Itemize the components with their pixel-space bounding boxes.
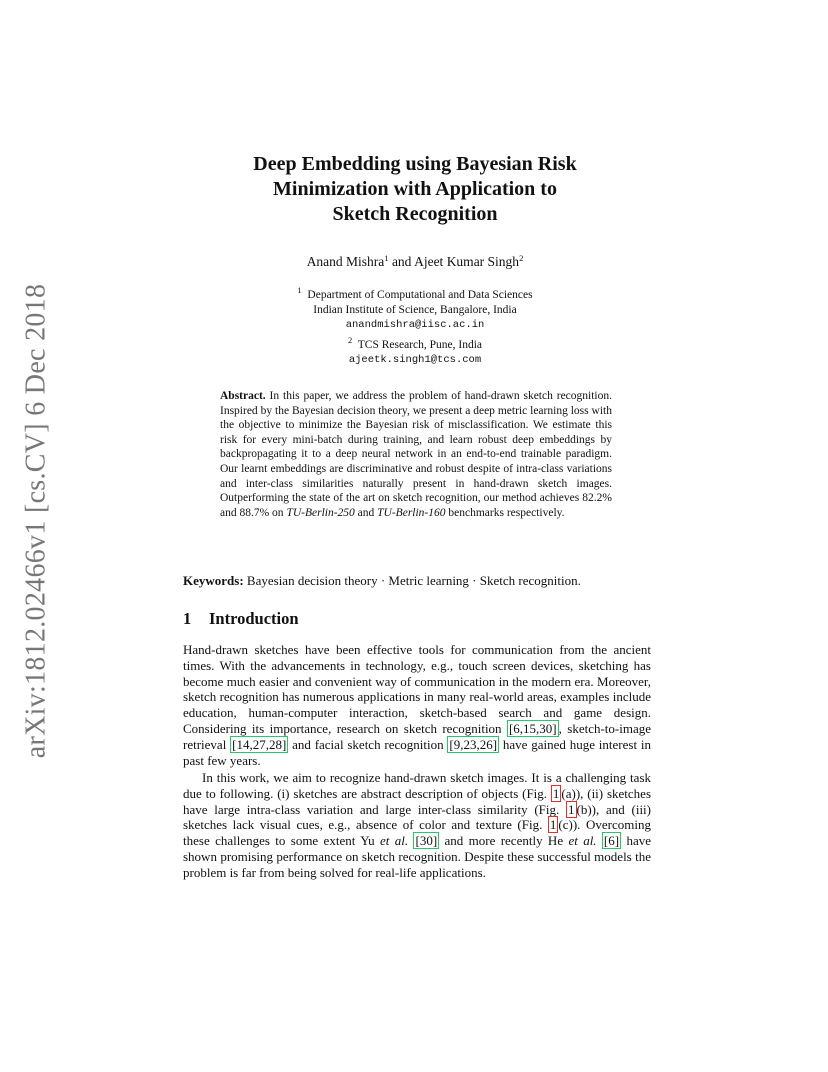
figure-ref-link[interactable]: 1	[549, 817, 557, 833]
arxiv-stamp	[12, 283, 60, 759]
paragraph-text: (a)), (ii) sketches have large intra-class variation and large inter-class similarity (Fig.	[183, 785, 652, 817]
affiliation-2	[180, 333, 650, 353]
author-email-link[interactable]: anandmishra@iisc.ac.in	[345, 319, 485, 331]
title-line: Sketch Recognition	[332, 203, 498, 225]
paragraph-text: In this work, we aim to recognize hand-drawn sketch images. It is a challenging task due to following. (i) sketches are abstract description of objects (Fig.	[183, 770, 651, 801]
keywords-label: Keywords:	[183, 573, 244, 588]
paragraph-text: (b)), and (iii) sketches lack visual cues, e.g., absence of color and texture (Fig.	[183, 801, 651, 833]
section-number: 1	[183, 609, 192, 628]
affiliation-1	[180, 283, 650, 303]
keywords-text: Bayesian decision theory · Metric learning · Sketch recognition.	[243, 573, 581, 588]
author-name: Ajeet Kumar Singh	[414, 254, 520, 269]
paragraph-text: (c)). Overcoming these challenges to some extent Yu	[183, 817, 651, 849]
paragraph	[183, 770, 651, 881]
et-al-text: et al.	[380, 833, 409, 849]
dataset-name: TU-Berlin-160	[377, 506, 446, 519]
paragraph-text: , sketch-to-image retrieval	[183, 720, 652, 752]
abstract	[220, 389, 612, 520]
affiliation-institute: Indian Institute of Science, Bangalore, India	[313, 304, 517, 316]
affiliation-marker: 2	[347, 335, 353, 345]
affiliation-marker: 1	[297, 285, 302, 295]
citation-link[interactable]: [30]	[415, 833, 438, 849]
author-conjunction: and	[391, 254, 412, 269]
paragraph	[183, 642, 651, 768]
title-line: Deep Embedding using Bayesian Risk	[253, 153, 577, 175]
citation-link[interactable]: [6,15,30]	[508, 720, 557, 736]
paragraph-text: have shown promising performance on sketch recognition. Despite these successful models the problem is far from being solved for real-life applications.	[183, 833, 651, 880]
affiliation-org: TCS Research, Pune, India	[357, 339, 483, 351]
affiliations	[180, 283, 650, 368]
figure-ref-link[interactable]: 1	[568, 801, 575, 817]
citation-link[interactable]: [14,27,28]	[232, 736, 287, 752]
affiliation-dept: Department of Computational and Data Sciences	[307, 289, 533, 301]
dataset-name: TU-Berlin-250	[286, 506, 355, 519]
title-line: Minimization with Application to	[273, 178, 557, 200]
abstract-text: and	[354, 506, 378, 519]
paragraph-text: and facial sketch recognition	[288, 736, 448, 752]
author-name: Anand Mishra	[306, 254, 385, 269]
paper-title	[180, 152, 650, 227]
citation-link[interactable]: [9,23,26]	[449, 736, 498, 752]
arxiv-id: arXiv:1812.02466v1 [cs.CV] 6 Dec 2018	[20, 283, 52, 759]
et-al-text: et al.	[568, 833, 597, 849]
abstract-text: benchmarks respectively.	[445, 506, 565, 519]
section-title: Introduction	[209, 609, 299, 628]
author-list	[180, 253, 650, 270]
section-heading	[183, 609, 299, 629]
abstract-label: Abstract.	[220, 390, 266, 402]
figure-ref-link[interactable]: 1	[552, 785, 560, 801]
affiliation-marker: 1	[384, 253, 389, 263]
paragraph-text: Hand-drawn sketches have been effective tools for communication from the ancient times. With the advancements in technology, e.g., touch screen devices, sketching has become much easier and convenient way of communication in the modern era. Moreover, sketch recognition has numerous applications in many real-world areas, examples include education, human-computer interaction, sketch-based search and game design. Considering its importance, research on sketch recognition	[183, 642, 651, 736]
keywords	[183, 573, 653, 589]
abstract-text: In this paper, we address the problem of hand-drawn sketch recognition. Inspired by the Bayesian decision theory, we present a deep metric learning loss with the objective to minimize the Bayesian risk of misclassification. We estimate this risk for every mini-batch during training, and learn robust deep embeddings by backpropagating it to a deep neural network in an end-to-end trainable paradigm. Our learnt embeddings are discriminative and robust despite of intra-class variations and inter-class similarities naturally present in hand-drawn sketch images. Outperforming the state of the art on sketch recognition, our method achieves 82.2% and 88.7% on	[220, 390, 612, 519]
paragraph-text: have gained huge interest in past few years.	[183, 736, 651, 768]
author-email-link[interactable]: ajeetk.singh1@tcs.com	[348, 354, 482, 366]
affiliation-marker: 2	[519, 253, 524, 263]
citation-link[interactable]: [6]	[603, 833, 620, 849]
paragraph-text: and more recently He	[439, 833, 569, 849]
